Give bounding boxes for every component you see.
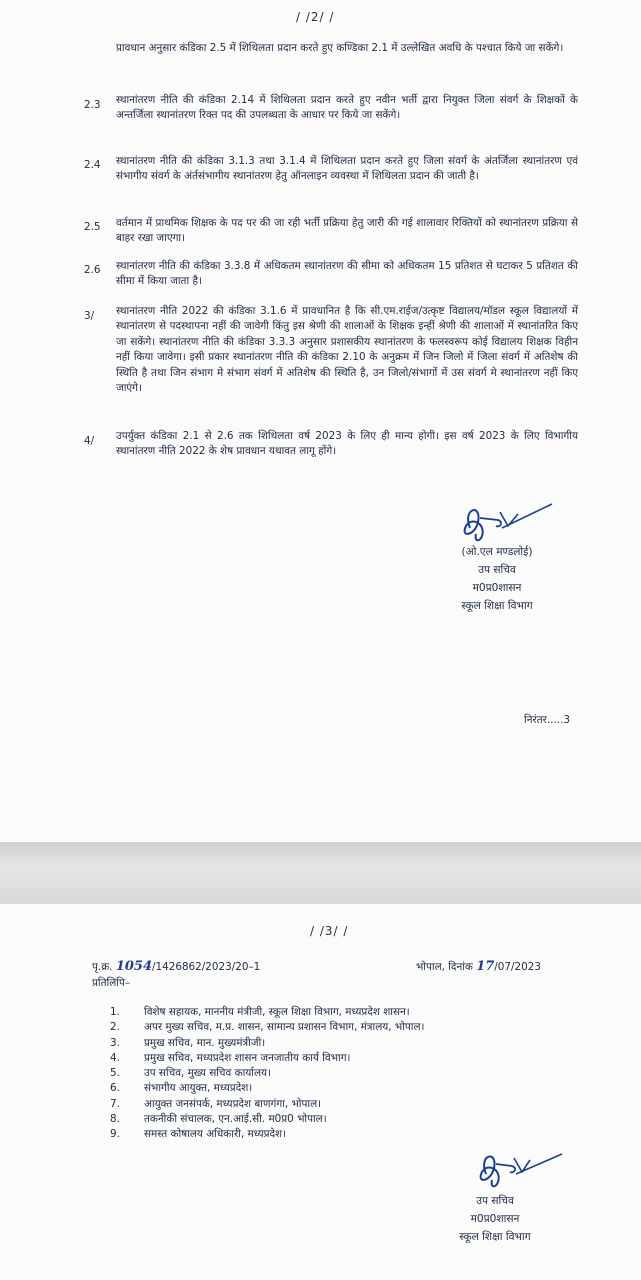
reference-handwritten: 1054 <box>115 959 152 974</box>
signatory-designation: उप सचिव <box>478 564 516 576</box>
list-text: उप सचिव, मुख्य सचिव कार्यालय। <box>144 1067 272 1080</box>
list-item <box>110 1020 560 1035</box>
signatory-government: म0प्र0शासन <box>470 1213 520 1225</box>
page-3 <box>0 904 641 1280</box>
signature-image <box>472 1146 572 1194</box>
item-number: 2.6 <box>84 264 101 276</box>
item-text: स्थानांतरण नीति की कंडिका 3.3.8 में अधिकतम स्थानांतरण की सीमा को अधिकतम 15 प्रतिशत से घटाकर 5 प्रतिशत की सीमा में किया जाता है। <box>116 260 578 288</box>
page-number-header: / /3/ / <box>310 924 349 938</box>
signatory-department: स्कूल शिक्षा विभाग <box>461 600 533 612</box>
copy-list <box>110 1005 560 1143</box>
list-number: 2. <box>110 1021 120 1034</box>
list-text: अपर मुख्य सचिव, म.प्र. शासन, सामान्य प्रशासन विभाग, मंत्रालय, भोपाल। <box>144 1021 425 1034</box>
intro-paragraph: प्रावधान अनुसार कंडिका 2.5 में शिथिलता प्रदान करते हुए कण्डिका 2.1 में उल्लेखित अवधि के पश्चात किये जा सकेंगे। <box>116 42 564 54</box>
page-gap <box>0 842 641 904</box>
item-number: 2.5 <box>84 221 101 233</box>
date-handwritten: 17 <box>476 959 495 974</box>
list-text: प्रमुख सचिव, मान. मुख्यमंत्रीजी। <box>144 1036 266 1049</box>
item-text: वर्तमान में प्राथमिक शिक्षक के पद पर की जा रही भर्ती प्रक्रिया हेतु जारी की गई शालावार रिक्तियों को स्थानांतरण प्रक्रिया से बाहर रखा जाएगा। <box>116 217 578 245</box>
list-text: प्रमुख सचिव, मध्यप्रदेश शासन जनजातीय कार्य विभाग। <box>144 1051 351 1064</box>
date-rest: /07/2023 <box>494 961 541 973</box>
reference-number-text: /1426862/2023/20–1 <box>152 961 261 973</box>
signature-image <box>452 498 572 548</box>
item-text: स्थानांतरण नीति 2022 की कंडिका 3.1.6 में प्रावधानित है कि सी.एम.राईज/उत्कृष्ट विद्यालय/मॉडल स्कूल विद्यालयों में स्थानांतरण से पदस्थापना नहीं की जावेगी किंतु इस श्रेणी की शालाओं के शिक्षक इन्हीं श्रेणी की शालाओं में स्थानांतरित किए जा सकेंगे। स्थानांतरण नीति की कंडिका 3.3.3 अनुसार प्रशासकीय स्थानांतरण के फलस्वरूप कोई विद्यालय शिक्षक विहीन नहीं किया जावेगा। इसी प्रकार स्थानांतरण नीति की कंडिका 2.10 के अनुक्रम में जिन जिलो में जिला संवर्ग में अतिशेष की स्थिति है तथा जिन संभाग मे संभाग संवर्ग में अतिशेष की स्थिति है, उन जिलो/संभागों में उस संवर्ग मे स्थानांतरण नहीं किए जाएंगे। <box>116 305 579 395</box>
list-item <box>110 1051 560 1066</box>
item-number: 4/ <box>84 435 95 447</box>
list-number: 8. <box>110 1113 120 1126</box>
list-text: तकनीकी संचालक, एन.आई.सी. म0प्र0 भोपाल। <box>144 1113 327 1126</box>
list-item <box>110 1097 560 1112</box>
list-number: 4. <box>110 1051 120 1064</box>
list-item <box>110 1081 560 1096</box>
list-text: आयुक्त जनसंपर्क, मध्यप्रदेश बाणगंगा, भोपाल। <box>144 1097 322 1110</box>
list-text: विशेष सहायक, माननीय मंत्रीजी, स्कूल शिक्षा विभाग, मध्यप्रदेश शासन। <box>144 1006 410 1018</box>
list-item <box>110 1112 560 1127</box>
list-number: 9. <box>110 1128 120 1141</box>
list-item <box>110 1036 560 1051</box>
list-text: संभागीय आयुक्त, मध्यप्रदेश। <box>144 1082 253 1095</box>
item-text: उपर्युक्त कंडिका 2.1 से 2.6 तक शिथिलता वर्ष 2023 के लिए ही मान्य होगी। इस वर्ष 2023 के लिए विभागीय स्थानांतरण नीति 2022 के शेष प्रावधान यथावत लागू होंगे। <box>116 430 578 458</box>
list-number: 7. <box>110 1097 120 1110</box>
list-item <box>110 1127 560 1142</box>
signatory-designation: उप सचिव <box>476 1195 514 1207</box>
item-text: स्थानांतरण नीति की कंडिका 3.1.3 तथा 3.1.4 में शिथिलता प्रदान करते हुए जिला संवर्ग के अंतर्जिला स्थानांतरण एवं संभागीय संवर्ग के अंर्तसंभागीय स्थानांतरण हेतु ऑनलाइन व्यवस्था में शिथिलता प्रदान की जाती है। <box>116 155 578 183</box>
page-number-header: / /2/ / <box>296 10 335 24</box>
reference-number <box>92 959 260 974</box>
place-date-label: भोपाल, दिनांक <box>416 961 473 973</box>
copy-to-label: प्रतिलिपि– <box>92 977 131 989</box>
continued-note: निरंतर.....3 <box>524 714 571 726</box>
list-number: 3. <box>110 1036 120 1049</box>
list-number: 6. <box>110 1082 120 1095</box>
signature-block <box>436 1192 554 1246</box>
item-text: स्थानांतरण नीति की कंडिका 2.14 में शिथिलता प्रदान करते हुए नवीन भर्ती द्वारा नियुक्त जिला संवर्ग के शिक्षकों के अन्तर्जिला स्थानांतरण रिक्त पद की उपलब्धता के आधार पर किये जा सकेंगे। <box>116 94 578 122</box>
signatory-name: (ओ.एल मण्डलोई) <box>461 546 533 558</box>
item-number: 2.3 <box>84 99 101 111</box>
signatory-government: म0प्र0शासन <box>472 582 522 594</box>
place-date <box>416 959 541 974</box>
reference-prefix: पृ.क्र. <box>92 961 113 973</box>
item-number: 2.4 <box>84 159 101 171</box>
signatory-department: स्कूल शिक्षा विभाग <box>459 1231 531 1243</box>
list-item <box>110 1005 560 1020</box>
list-text: समस्त कोषालय अधिकारी, मध्यप्रदेश। <box>144 1128 287 1141</box>
item-number: 3/ <box>84 310 95 322</box>
list-number: 5. <box>110 1067 120 1080</box>
list-number: 1. <box>110 1006 120 1018</box>
signature-block <box>432 543 562 615</box>
list-item <box>110 1066 560 1081</box>
